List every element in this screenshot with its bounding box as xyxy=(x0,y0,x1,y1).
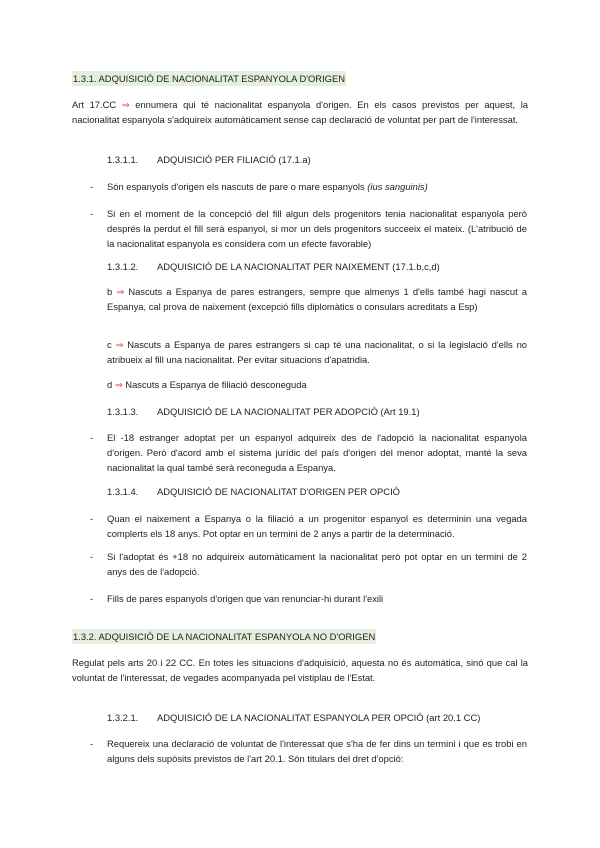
subsection-heading-1-3-1-1: 1.3.1.1. ADQUISICIÓ PER FILIACIÓ (17.1.a) xyxy=(107,154,311,165)
arrow-icon: ⇒ xyxy=(121,99,130,110)
list-item: Si l'adoptat és +18 no adquireix automàticament la nacionalitat però pot optar en un termini de 2 anys des de l'adopció. xyxy=(107,551,527,577)
paragraph-b: b ⇒ Nascuts a Espanya de pares estrangers, sempre que almenys 1 d'ells també hagi nascut a Espanya, cal prova de naixement (excepció fills diplomàtics o consulars acreditats a Esp) xyxy=(107,286,528,312)
arrow-icon: ⇒ xyxy=(116,286,125,297)
arrow-icon: ⇒ xyxy=(114,379,123,390)
bullet-dash: - xyxy=(90,208,94,219)
paragraph-d: d ⇒ Nascuts a Espanya de filiació desconeguda xyxy=(107,379,307,390)
arrow-icon: ⇒ xyxy=(115,339,124,350)
bullet-dash: - xyxy=(90,593,94,604)
paragraph-c: c ⇒ Nascuts a Espanya de pares estrangers si cap té una nacionalitat, o si la legislació d'ells no atribueix al fill una nacionalitat. Per evitar situacions d'apatridia. xyxy=(107,339,527,365)
list-item: Si en el moment de la concepció del fill algun dels progenitors tenia nacionalitat espanyola però després la perdut el fill serà espanyol, si mor un dels progenitors succeeix el mateix. (L'atribució de la nacionalitat espanyola es considera com un efecte favorable) xyxy=(107,208,527,249)
bullet-dash: - xyxy=(90,432,94,443)
section-heading-1-3-2: 1.3.2. ADQUISICIÓ DE LA NACIONALITAT ESPANYOLA NO D'ORIGEN xyxy=(73,631,376,642)
bullet-dash: - xyxy=(90,513,94,524)
section-heading-1-3-1: 1.3.1. ADQUISICIÓ DE NACIONALITAT ESPANYOLA D'ORIGEN xyxy=(73,73,345,84)
list-item: Són espanyols d'origen els nascuts de pare o mare espanyols (ius sanguinis) xyxy=(107,181,428,192)
list-item: El -18 estranger adoptat per un espanyol adquireix des de l'adopció la nacionalitat espanyola d'origen. Però d'acord amb el sistema jurídic del país d'origen del menor adoptat, manté la seva nacionalitat la qual també serà reconeguda a Espanya. xyxy=(107,432,527,473)
subsection-heading-1-3-1-4: 1.3.1.4. ADQUISICIÓ DE NACIONALITAT D'ORIGEN PER OPCIÓ xyxy=(107,486,400,497)
subsection-heading-1-3-1-3: 1.3.1.3. ADQUISICIÓ DE LA NACIONALITAT PER ADOPCIÓ (Art 19.1) xyxy=(107,406,420,417)
list-item: Quan el naixement a Espanya o la filiació a un progenitor espanyol es determinin una vegada complerts els 18 anys. Pot optar en un termini de 2 anys a partir de la determinació. xyxy=(107,513,527,539)
subsection-heading-1-3-2-1: 1.3.2.1. ADQUISICIÓ DE LA NACIONALITAT ESPANYOLA PER OPCIÓ (art 20.1 CC) xyxy=(107,712,481,723)
paragraph-regulat: Regulat pels arts 20 i 22 CC. En totes les situacions d'adquisició, aquesta no és automàtica, sinó que cal la voluntat de l'interessat, de vegades acompanyada pel vistiplau de l'Estat. xyxy=(72,657,528,683)
bullet-dash: - xyxy=(90,738,94,749)
subsection-heading-1-3-1-2: 1.3.1.2. ADQUISICIÓ DE LA NACIONALITAT PER NAIXEMENT (17.1.b,c,d) xyxy=(107,261,440,272)
bullet-dash: - xyxy=(90,181,94,192)
list-item: Requereix una declaració de voluntat de l'interessat que s'ha de fer dins un termini i que es trobi en alguns dels supòsits previstos de l'art 20.1. Són titulars del dret d'opció: xyxy=(107,738,527,764)
bullet-dash: - xyxy=(90,551,94,562)
paragraph-art17: Art 17.CC ⇒ ennumera qui té nacionalitat espanyola d'origen. En els casos previstos per aquest, la nacionalitat espanyola s'adquireix automàticament sense cap declaració de voluntat per part de l'interessat. xyxy=(72,99,528,125)
list-item: Fills de pares espanyols d'origen que van renunciar-hi durant l'exili xyxy=(107,593,384,604)
